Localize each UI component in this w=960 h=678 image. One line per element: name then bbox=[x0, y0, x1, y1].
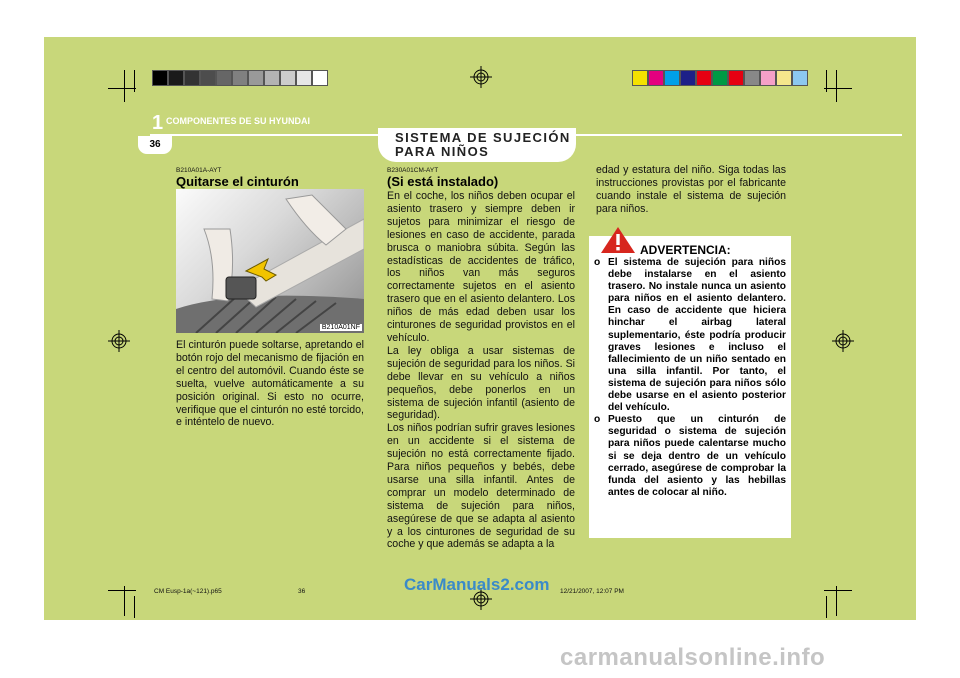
color-swatch bbox=[712, 70, 728, 86]
color-swatch bbox=[200, 70, 216, 86]
middle-body bbox=[387, 190, 575, 551]
section-title: SISTEMA DE SUJECIÓN PARA NIÑOS bbox=[395, 130, 571, 159]
left-section-code: B210A01A-AYT bbox=[176, 167, 222, 174]
registration-mark-icon bbox=[108, 330, 130, 352]
chapter-number: 1 bbox=[152, 112, 164, 134]
color-swatch bbox=[184, 70, 200, 86]
footer-date: 12/21/2007, 12:07 PM bbox=[560, 588, 624, 595]
seatbelt-illustration bbox=[176, 189, 364, 333]
warning-title: ADVERTENCIA: bbox=[640, 243, 731, 257]
warning-list bbox=[594, 257, 786, 499]
color-swatch bbox=[648, 70, 664, 86]
warning-item bbox=[594, 257, 786, 414]
grayscale-color-bar bbox=[152, 70, 328, 86]
footer-file: CM Eusp-1a(~121).p65 bbox=[154, 588, 222, 595]
middle-section-code: B230A01CM-AYT bbox=[387, 167, 439, 174]
middle-section-heading: (Si está instalado) bbox=[387, 174, 499, 189]
color-swatch bbox=[168, 70, 184, 86]
exclamation-triangle-icon bbox=[600, 226, 636, 259]
seatbelt-release-photo bbox=[176, 189, 364, 333]
color-swatch bbox=[680, 70, 696, 86]
watermark-link[interactable]: CarManuals2.com bbox=[404, 575, 550, 594]
registration-mark-icon bbox=[832, 330, 854, 352]
site-watermark: carmanualsonline.info bbox=[560, 644, 826, 671]
color-swatch bbox=[280, 70, 296, 86]
color-swatch bbox=[248, 70, 264, 86]
middle-paragraph: La ley obliga a usar sistemas de sujeción de seguridad para los niños. Si debe llevar en su vehículo a niños pequeños, debe ponerlos en un sistema de sujeción infantil (asiento de seguridad). bbox=[387, 344, 575, 422]
image-label: B210A01NF bbox=[321, 324, 360, 331]
color-swatch bbox=[216, 70, 232, 86]
bullet-marker: o bbox=[594, 414, 601, 426]
process-color-bar bbox=[632, 70, 808, 86]
chapter-title: COMPONENTES DE SU HYUNDAI bbox=[166, 116, 311, 126]
color-swatch bbox=[776, 70, 792, 86]
color-swatch bbox=[728, 70, 744, 86]
page-number: 36 bbox=[138, 136, 172, 154]
bullet-marker: o bbox=[594, 257, 601, 268]
color-swatch bbox=[264, 70, 280, 86]
warning-item bbox=[594, 414, 786, 499]
warning-item-text: El sistema de sujeción para niños debe instalarse en el asiento trasero. No instale nunca un asiento para niños en el asiento delantero. En caso de accidente que hiciera hinchar el airbag lateral suplementario, éste podría producir graves lesiones e incluso el fallecimiento de un niño sentado en una silla infantil. Por tanto, el sistema de sujeción para niños sólo debe usarse en el asiento posterior del vehículo. bbox=[608, 257, 786, 414]
middle-paragraph: En el coche, los niños deben ocupar el asiento trasero y siempre deben ir sujetos para minimizar el riesgo de lesiones en caso de accidente, parada brusca o maniobra súbita. Según las estadísticas de accidentes de tráfico, los niños van más seguros correctamente sujetos en el asiento trasero que en el asiento delantero. Los niños de más edad deben usar los cinturones de seguridad provistos en el vehículo. bbox=[387, 190, 575, 344]
color-swatch bbox=[792, 70, 808, 86]
left-section-heading: Quitarse el cinturón bbox=[176, 174, 299, 189]
color-swatch bbox=[744, 70, 760, 86]
color-swatch bbox=[760, 70, 776, 86]
left-paragraph: El cinturón puede soltarse, apretando el botón rojo del mecanismo de fijación en el centro del automóvil. Cuando éste se suelta, vuelve automáticamente a su posición original. Si esto no ocurre, verifique que el cinturón no esté torcido, e inténtelo de nuevo. bbox=[176, 339, 364, 429]
color-swatch bbox=[152, 70, 168, 86]
color-swatch bbox=[664, 70, 680, 86]
color-swatch bbox=[296, 70, 312, 86]
footer-page: 36 bbox=[298, 588, 306, 595]
color-swatch bbox=[632, 70, 648, 86]
color-swatch bbox=[232, 70, 248, 86]
registration-mark-icon bbox=[470, 66, 492, 88]
color-swatch bbox=[696, 70, 712, 86]
right-paragraph: edad y estatura del niño. Siga todas las instrucciones provistas por el fabricante cuando instale el sistema de sujeción para niños. bbox=[596, 164, 786, 215]
middle-paragraph: Los niños podrían sufrir graves lesiones en un accidente si el sistema de sujeción no está correctamente fijado. Para niños pequeños y bebés, debe usarse una silla infantil. Antes de comprar un modelo determinado de sistema de sujeción para niños, asegúrese de que se adapta al asiento y a los cinturones de seguridad de su coche y que además se adapta a la bbox=[387, 422, 575, 551]
warning-item-text: Puesto que un cinturón de seguridad o sistema de sujeción para niños puede calentarse mucho si se deja dentro de un vehículo cerrado, asegúrese de comprobar la funda del asiento y las hebillas antes de colocar al niño. bbox=[608, 414, 786, 498]
color-swatch bbox=[312, 70, 328, 86]
